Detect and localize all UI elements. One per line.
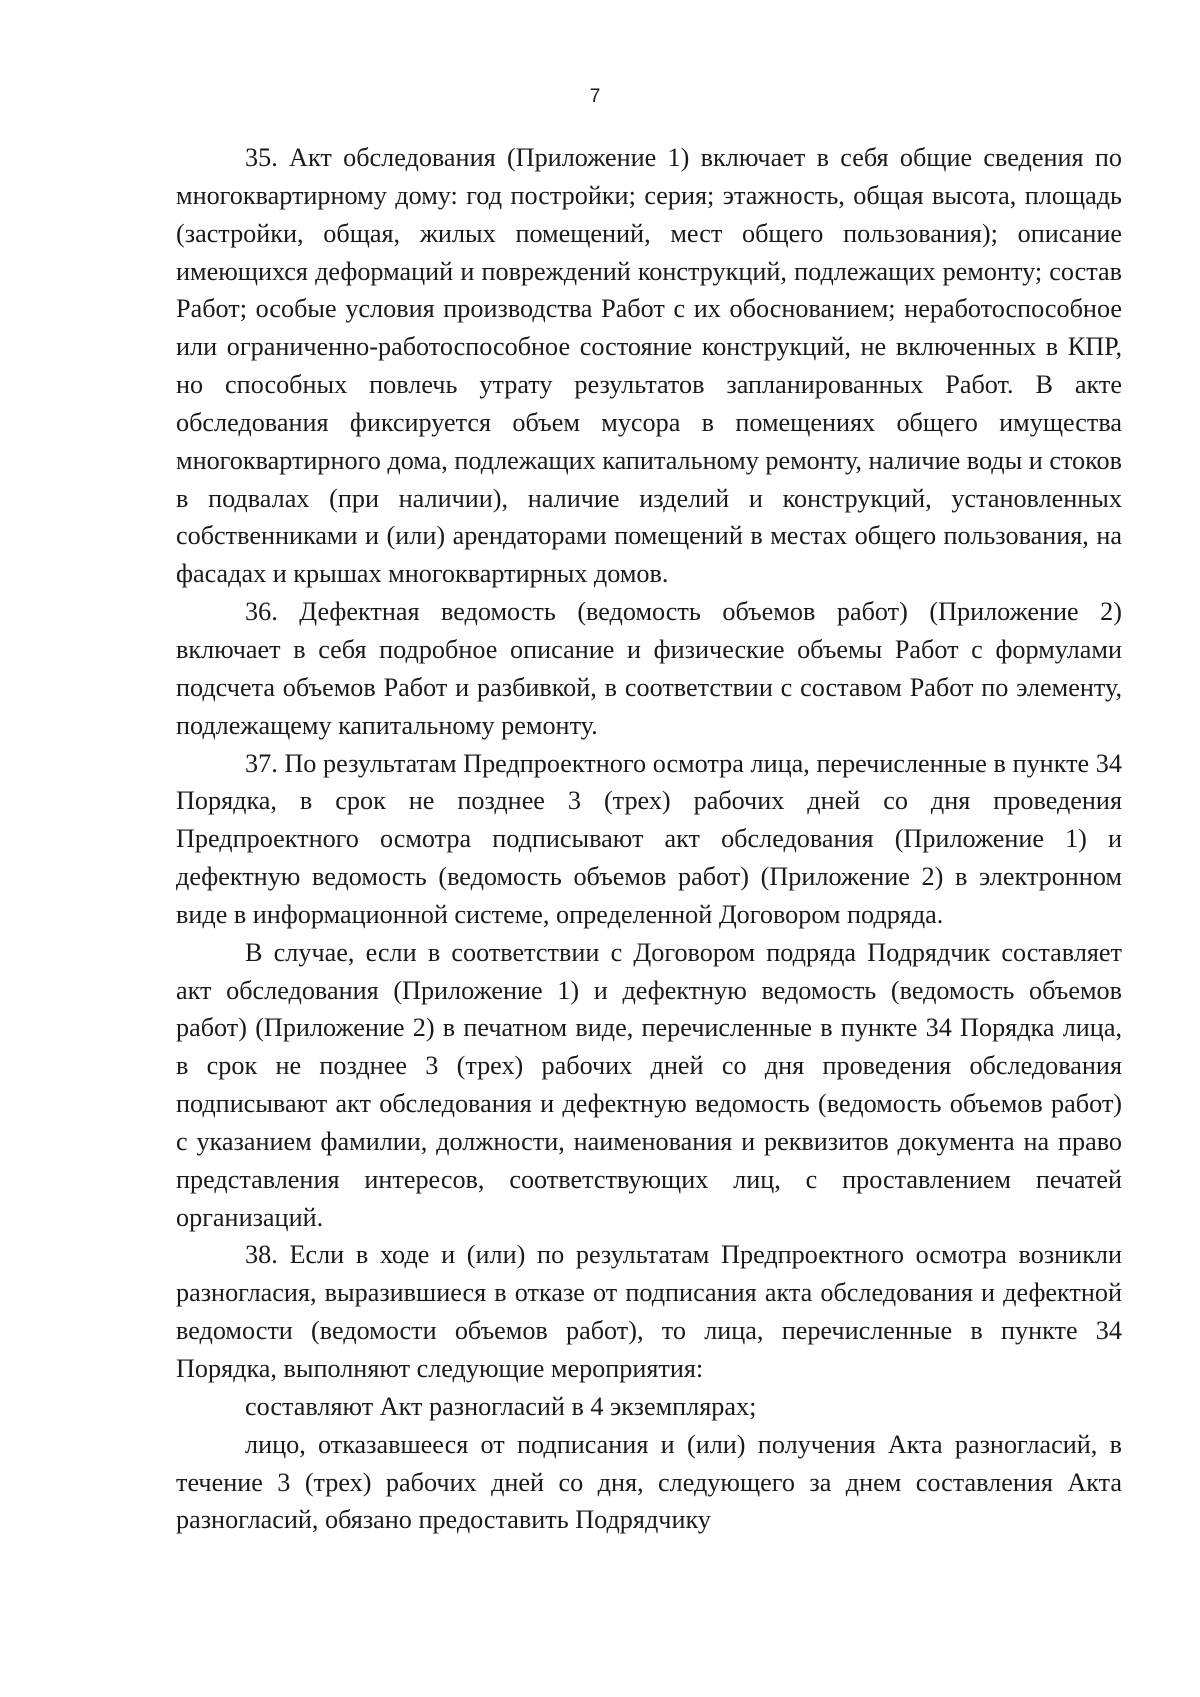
paragraph-37: 37. По результатам Предпроектного осмотра лица, перечисленные в пункте 34 Порядка, в срок не позднее 3 (трех) рабочих дней со дня проведения Предпроектного осмотра подписывают акт обследования (Приложение 1) и дефектную ведомость (ведомость объемов работ) (Приложение 2) в электронном виде в информационной системе, определенной Договором подряда. (176, 748, 1122, 929)
paragraph-38-measure-2: лицо, отказавшееся от подписания и (или) получения Акта разногласий, в течение 3 (трех) рабочих дней со дня, следующего за днем составления Акта разногласий, обязано предоставить Подрядчику (176, 1429, 1122, 1535)
paragraph-37-printed-case: В случае, если в соответствии с Договором подряда Подрядчик составляет акт обследования (Приложение 1) и дефектную ведомость (ведомость объемов работ) (Приложение 2) в печатном виде, перечисленные в пункте 34 Порядка лица, в срок не позднее 3 (трех) рабочих дней со дня проведения обследования подписывают акт обследования и дефектную ведомость (ведомость объемов работ) с указанием фамилии, должности, наименования и реквизитов документа на право представления интересов, соответствующих лиц, с проставлением печатей организаций. (176, 937, 1122, 1232)
document-body (176, 139, 1122, 1539)
paragraph-38-measure-1: составляют Акт разногласий в 4 экземплярах; (245, 1391, 757, 1421)
paragraph-36: 36. Дефектная ведомость (ведомость объемов работ) (Приложение 2) включает в себя подробное описание и физические объемы Работ с формулами подсчета объемов Работ и разбивкой, в соответствии с составом Работ по элементу, подлежащему капитальному ремонту. (176, 597, 1122, 740)
page-number: 7 (589, 86, 601, 107)
paragraph-38: 38. Если в ходе и (или) по результатам Предпроектного осмотра возникли разногласия, выразившиеся в отказе от подписания акта обследования и дефектной ведомости (ведомости объемов работ), то лица, перечисленные в пункте 34 Порядка, выполняют следующие мероприятия: (176, 1240, 1122, 1383)
paragraph-35: 35. Акт обследования (Приложение 1) включает в себя общие сведения по многоквартирному дому: год постройки; серия; этажность, общая высота, площадь (застройки, общая, жилых помещений, мест общего пользования); описание имеющихся деформаций и повреждений конструкций, подлежащих ремонту; состав Работ; особые условия производства Работ с их обоснованием; неработоспособное или ограниченно-работоспособное состояние конструкций, не включенных в КПР, но способных повлечь утрату результатов запланированных Работ. В акте обследования фиксируется объем мусора в помещениях общего имущества многоквартирного дома, подлежащих капитальному ремонту, наличие воды и стоков в подвалах (при наличии), наличие изделий и конструкций, установленных собственниками и (или) арендаторами помещений в местах общего пользования, на фасадах и крышах многоквартирных домов. (176, 143, 1122, 589)
